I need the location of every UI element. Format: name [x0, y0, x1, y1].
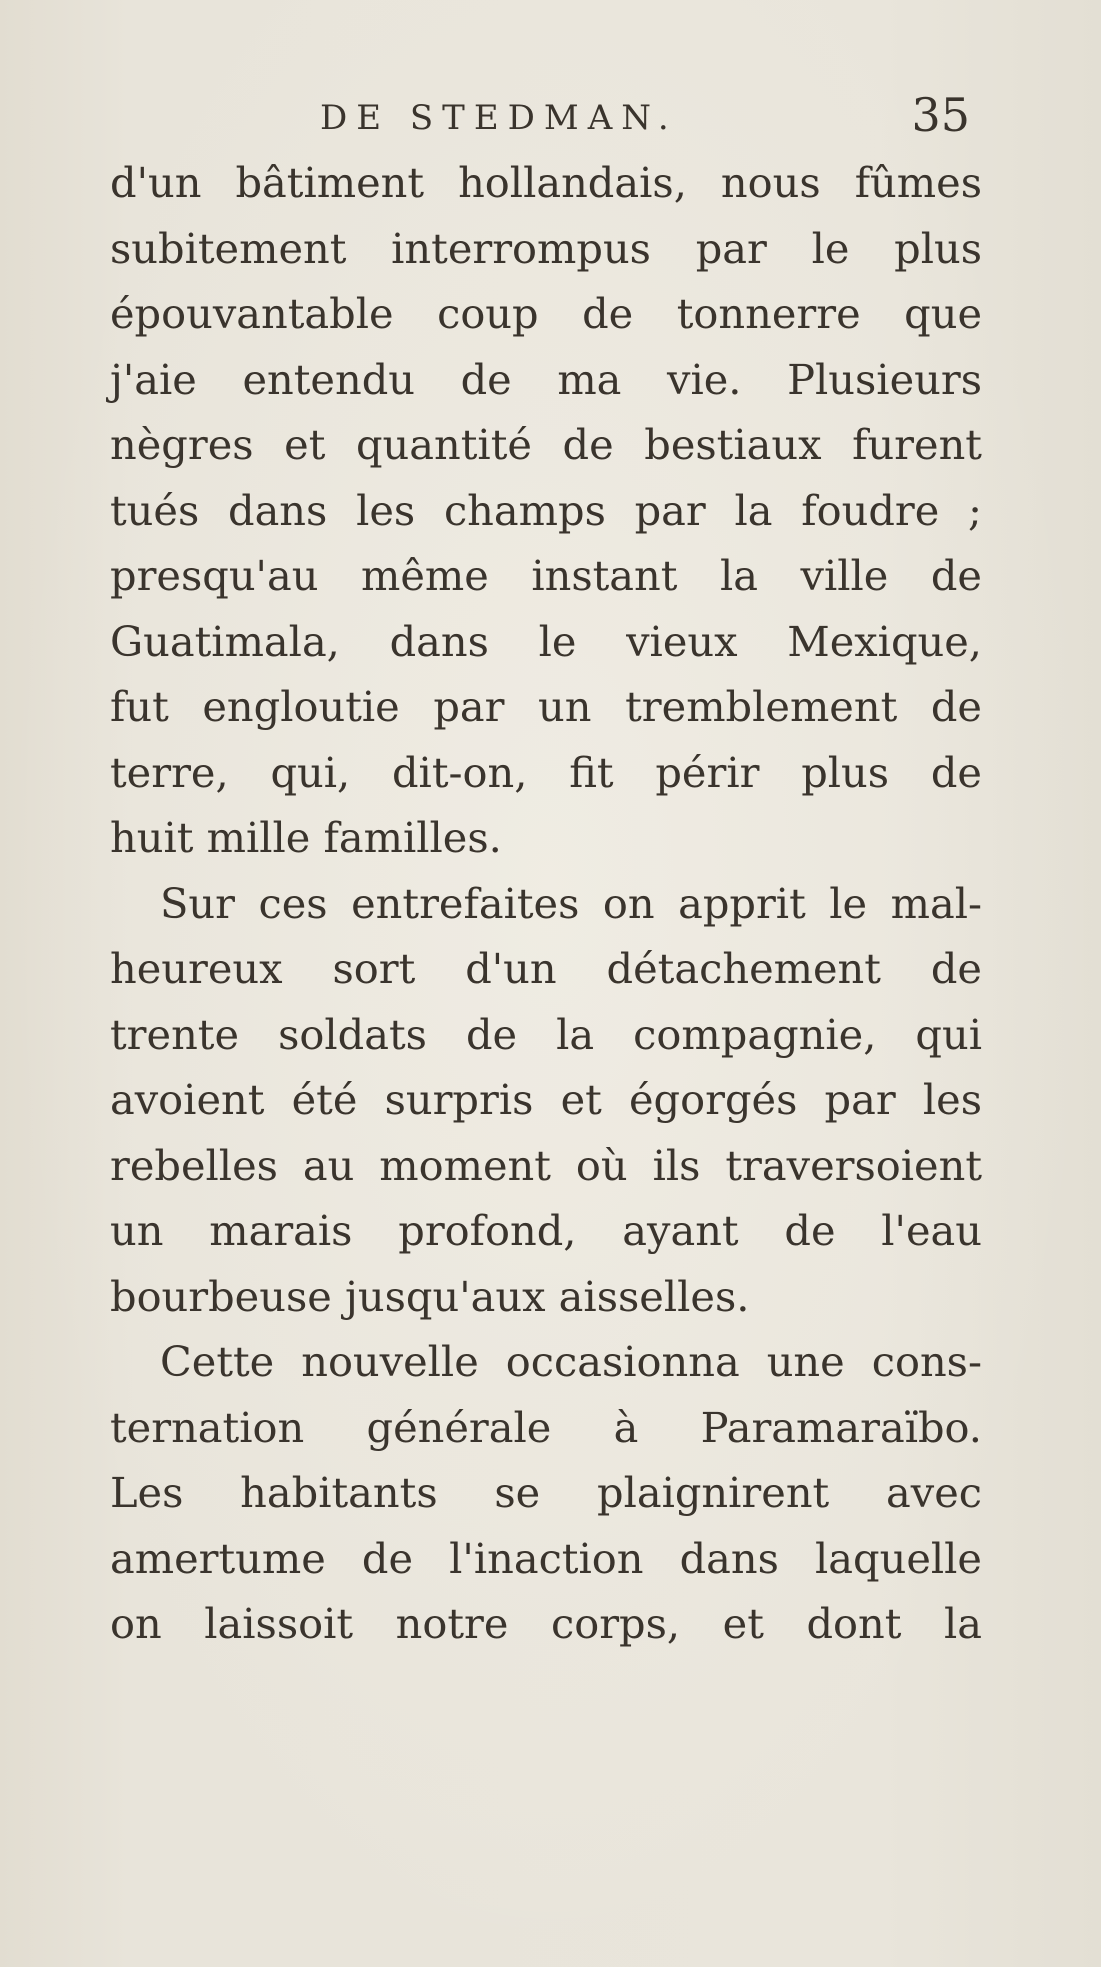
body-text [110, 150, 982, 1657]
text-line: rebelles au moment où ils traversoient [110, 1140, 982, 1190]
text-line: on laissoit notre corps, et dont la [110, 1599, 982, 1648]
page-header [300, 88, 980, 148]
text-line: subitement interrompus par le plus [110, 223, 982, 273]
text-line: trente soldats de la compagnie, qui [110, 1009, 982, 1059]
text-line: Sur ces entrefaites on apprit le mal- [160, 878, 982, 928]
text-line: heureux sort d'un détachement de [110, 944, 982, 993]
text-line: Les habitants se plaignirent avec [110, 1468, 982, 1517]
text-line: un marais profond, ayant de l'eau [110, 1206, 982, 1255]
text-line: j'aie entendu de ma vie. Plusieurs [110, 354, 982, 404]
text-line: amertume de l'inaction dans laquelle [110, 1533, 982, 1583]
text-line: avoient été surpris et égorgés par les [110, 1075, 982, 1124]
text-line: huit mille familles. [110, 813, 502, 862]
page-number: 35 [911, 88, 970, 142]
text-line: bourbeuse jusqu'aux aisselles. [110, 1271, 750, 1321]
text-line: Cette nouvelle occasionna une cons- [160, 1337, 982, 1386]
text-line: Guatimala, dans le vieux Mexique, [110, 616, 982, 666]
text-line: terre, qui, dit-on, fit périr plus de [110, 747, 982, 797]
text-line: fut engloutie par un tremblement de [110, 682, 982, 731]
running-title: DE STEDMAN. [320, 98, 678, 138]
text-line: d'un bâtiment hollandais, nous fûmes [110, 158, 982, 207]
text-line: tués dans les champs par la foudre ; [110, 485, 982, 535]
text-line: presqu'au même instant la ville de [110, 551, 982, 600]
text-line: ternation générale à Paramaraïbo. [110, 1402, 982, 1452]
text-line: nègres et quantité de bestiaux furent [110, 420, 982, 469]
text-line: épouvantable coup de tonnerre que [110, 289, 982, 338]
